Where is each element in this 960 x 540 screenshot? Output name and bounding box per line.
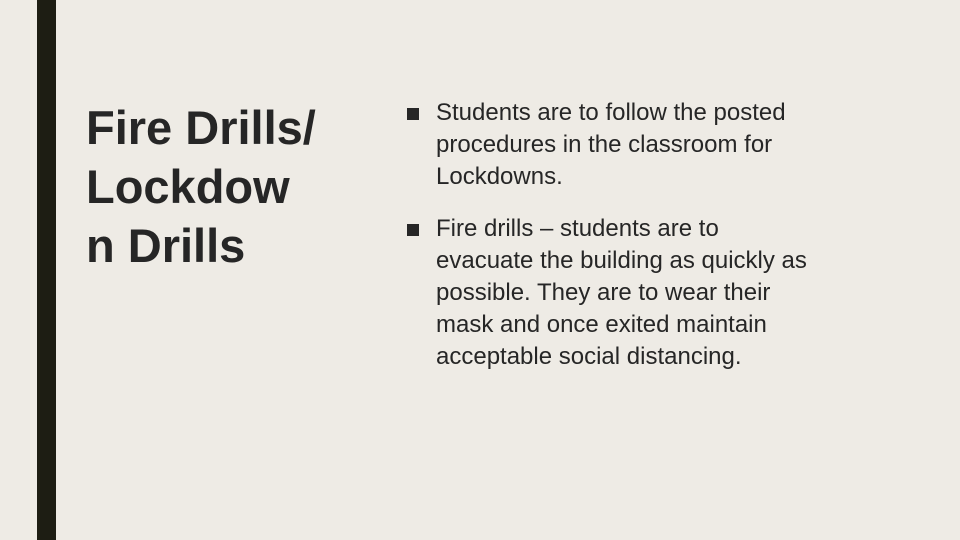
bullet-list <box>407 97 907 393</box>
bullet-item-fire-drills <box>407 213 907 373</box>
square-bullet-icon <box>407 224 419 236</box>
bullet-text: Fire drills – students are to evacuate the building as quickly as possible. They are to wear their mask and once exited maintain acceptable social distancing. <box>436 215 807 370</box>
bullet-text: Students are to follow the posted procedures in the classroom for Lockdowns. <box>436 99 786 190</box>
square-bullet-icon <box>407 108 419 120</box>
accent-bar <box>37 0 56 540</box>
slide-title: Fire Drills/ Lockdow n Drills <box>86 101 316 272</box>
bullet-item-lockdowns <box>407 97 907 193</box>
